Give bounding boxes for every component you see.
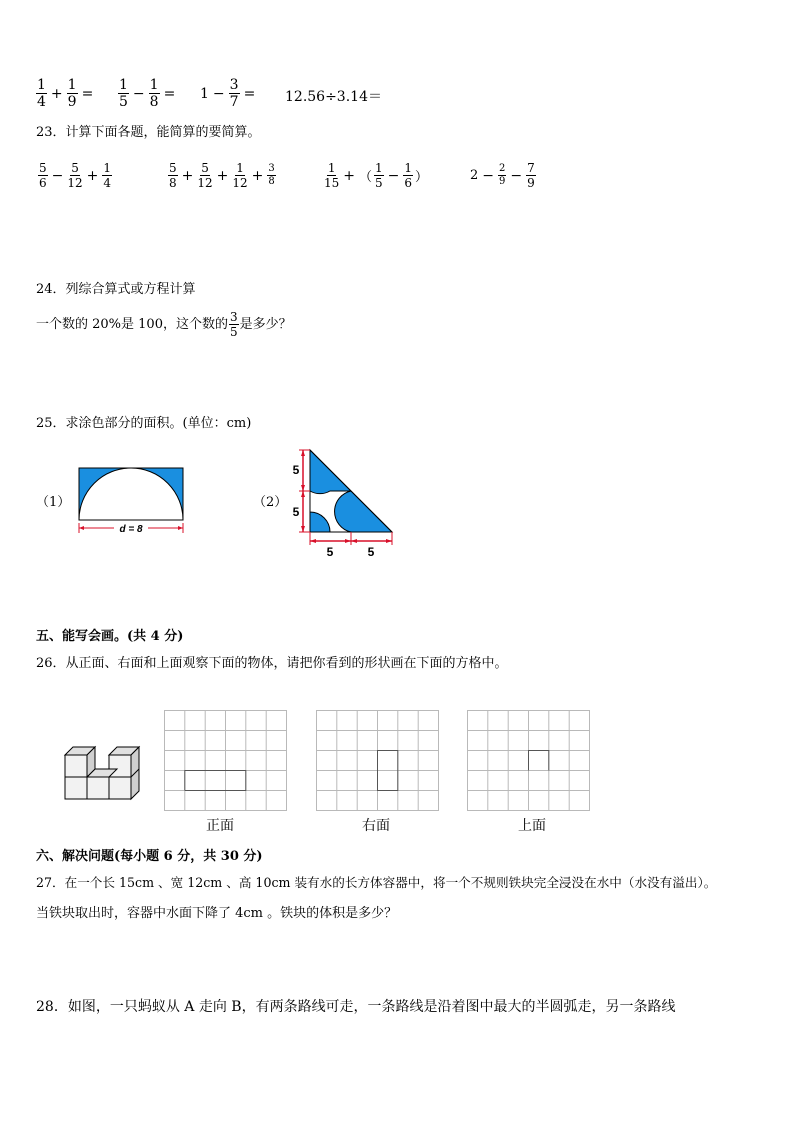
q23-title: 23．计算下面各题，能简算的要简算。 [36, 125, 261, 140]
grid-label-right: 右面 [362, 818, 390, 834]
figure-triangle-quarter-circles [285, 444, 397, 560]
fraction: $\frac{1}{8}$ [149, 77, 159, 110]
front-view-hint [185, 771, 246, 791]
grid-front-view[interactable] [164, 710, 288, 812]
q25-title: 25．求涂色部分的面积。(单位：cm) [36, 416, 252, 431]
fraction: $\frac{3}{7}$ [229, 77, 239, 110]
q25-label-1: （1） [36, 495, 71, 510]
q23-expr-3: $\frac{1}{15}$ + （ $\frac{1}{5}$ − $\frac{1}{6}$ ） [324, 161, 429, 190]
q22-expr-4: 12.56÷3.14＝ [285, 89, 382, 105]
grid-label-front: 正面 [206, 818, 234, 834]
section-5-title: 五、能写会画。(共 4 分) [36, 629, 184, 644]
fraction: $\frac{1}{5}$ [119, 77, 128, 110]
fraction: $\frac{1}{6}$ [404, 161, 413, 190]
fraction: $\frac{3}{8}$ [268, 163, 275, 187]
fraction: $\frac{1}{4}$ [37, 77, 46, 110]
top-view-hint [529, 751, 549, 771]
fraction: $\frac{3}{5}$ [229, 310, 238, 339]
fraction: $\frac{2}{9}$ [499, 163, 506, 187]
grid-label-top: 上面 [518, 818, 546, 834]
fraction: $\frac{1}{12}$ [232, 161, 248, 190]
fraction: $\frac{1}{15}$ [324, 161, 340, 190]
figure1-diameter-label: d = 8 [119, 524, 143, 534]
figure2-label-left-bottom: 5 [292, 505, 300, 519]
section-6-title: 六、解决问题(每小题 6 分，共 30 分) [36, 849, 263, 864]
grid-right-view[interactable] [316, 710, 440, 812]
q22-expr-2: $\frac{1}{5}$ − $\frac{1}{8}$ = [119, 77, 176, 110]
fraction: $\frac{5}{12}$ [67, 161, 83, 190]
q26-title: 26．从正面、右面和上面观察下面的物体，请把你看到的形状画在下面的方格中。 [36, 656, 508, 671]
fraction: $\frac{1}{4}$ [103, 161, 112, 190]
q27-line-2: 当铁块取出时，容器中水面下降了 4cm 。铁块的体积是多少？ [36, 906, 398, 921]
grid-top-view[interactable] [467, 710, 591, 812]
fraction: $\frac{5}{12}$ [197, 161, 213, 190]
fraction: $\frac{5}{6}$ [39, 161, 47, 190]
figure2-label-left-top: 5 [292, 463, 300, 477]
figure2-label-bottom-left: 5 [326, 545, 334, 559]
q23-expr-1: $\frac{5}{6}$ − $\frac{5}{12}$ + $\frac{1}{4}$ [39, 161, 112, 190]
q28-line-1: 28．如图，一只蚂蚁从 A 走向 B，有两条路线可走，一条路线是沿着图中最大的半圆弧走，另一条路线 [36, 999, 676, 1015]
fraction: $\frac{7}{9}$ [527, 161, 535, 190]
q23-expr-4: 2 − $\frac{2}{9}$ − $\frac{7}{9}$ [470, 161, 535, 190]
fraction: $\frac{1}{9}$ [67, 77, 77, 110]
fraction: $\frac{5}{8}$ [169, 161, 177, 190]
q27-line-1: 27．在一个长 15cm 、宽 12cm 、高 10cm 装有水的长方体容器中，将一个不规则铁块完全浸没在水中（水没有溢出）。 [36, 875, 717, 890]
figure2-label-bottom-right: 5 [367, 545, 375, 559]
fraction: $\frac{1}{5}$ [375, 161, 383, 190]
q24-question: 一个数的 20%是 100，这个数的 $\frac{3}{5}$ 是多少？ [36, 310, 292, 339]
q23-expr-2: $\frac{5}{8}$ + $\frac{5}{12}$ + $\frac{1}{12}$ + $\frac{3}{8}$ [169, 161, 275, 190]
q25-label-2: （2） [253, 495, 288, 510]
q22-expr-3: 1 − $\frac{3}{7}$ = [200, 77, 256, 110]
q22-expr-1: $\frac{1}{4}$ + $\frac{1}{9}$ = [37, 77, 94, 110]
q24-title: 24．列综合算式或方程计算 [36, 282, 196, 297]
cube-object-image [62, 744, 146, 802]
figure-rectangle-semicircle [74, 466, 186, 534]
